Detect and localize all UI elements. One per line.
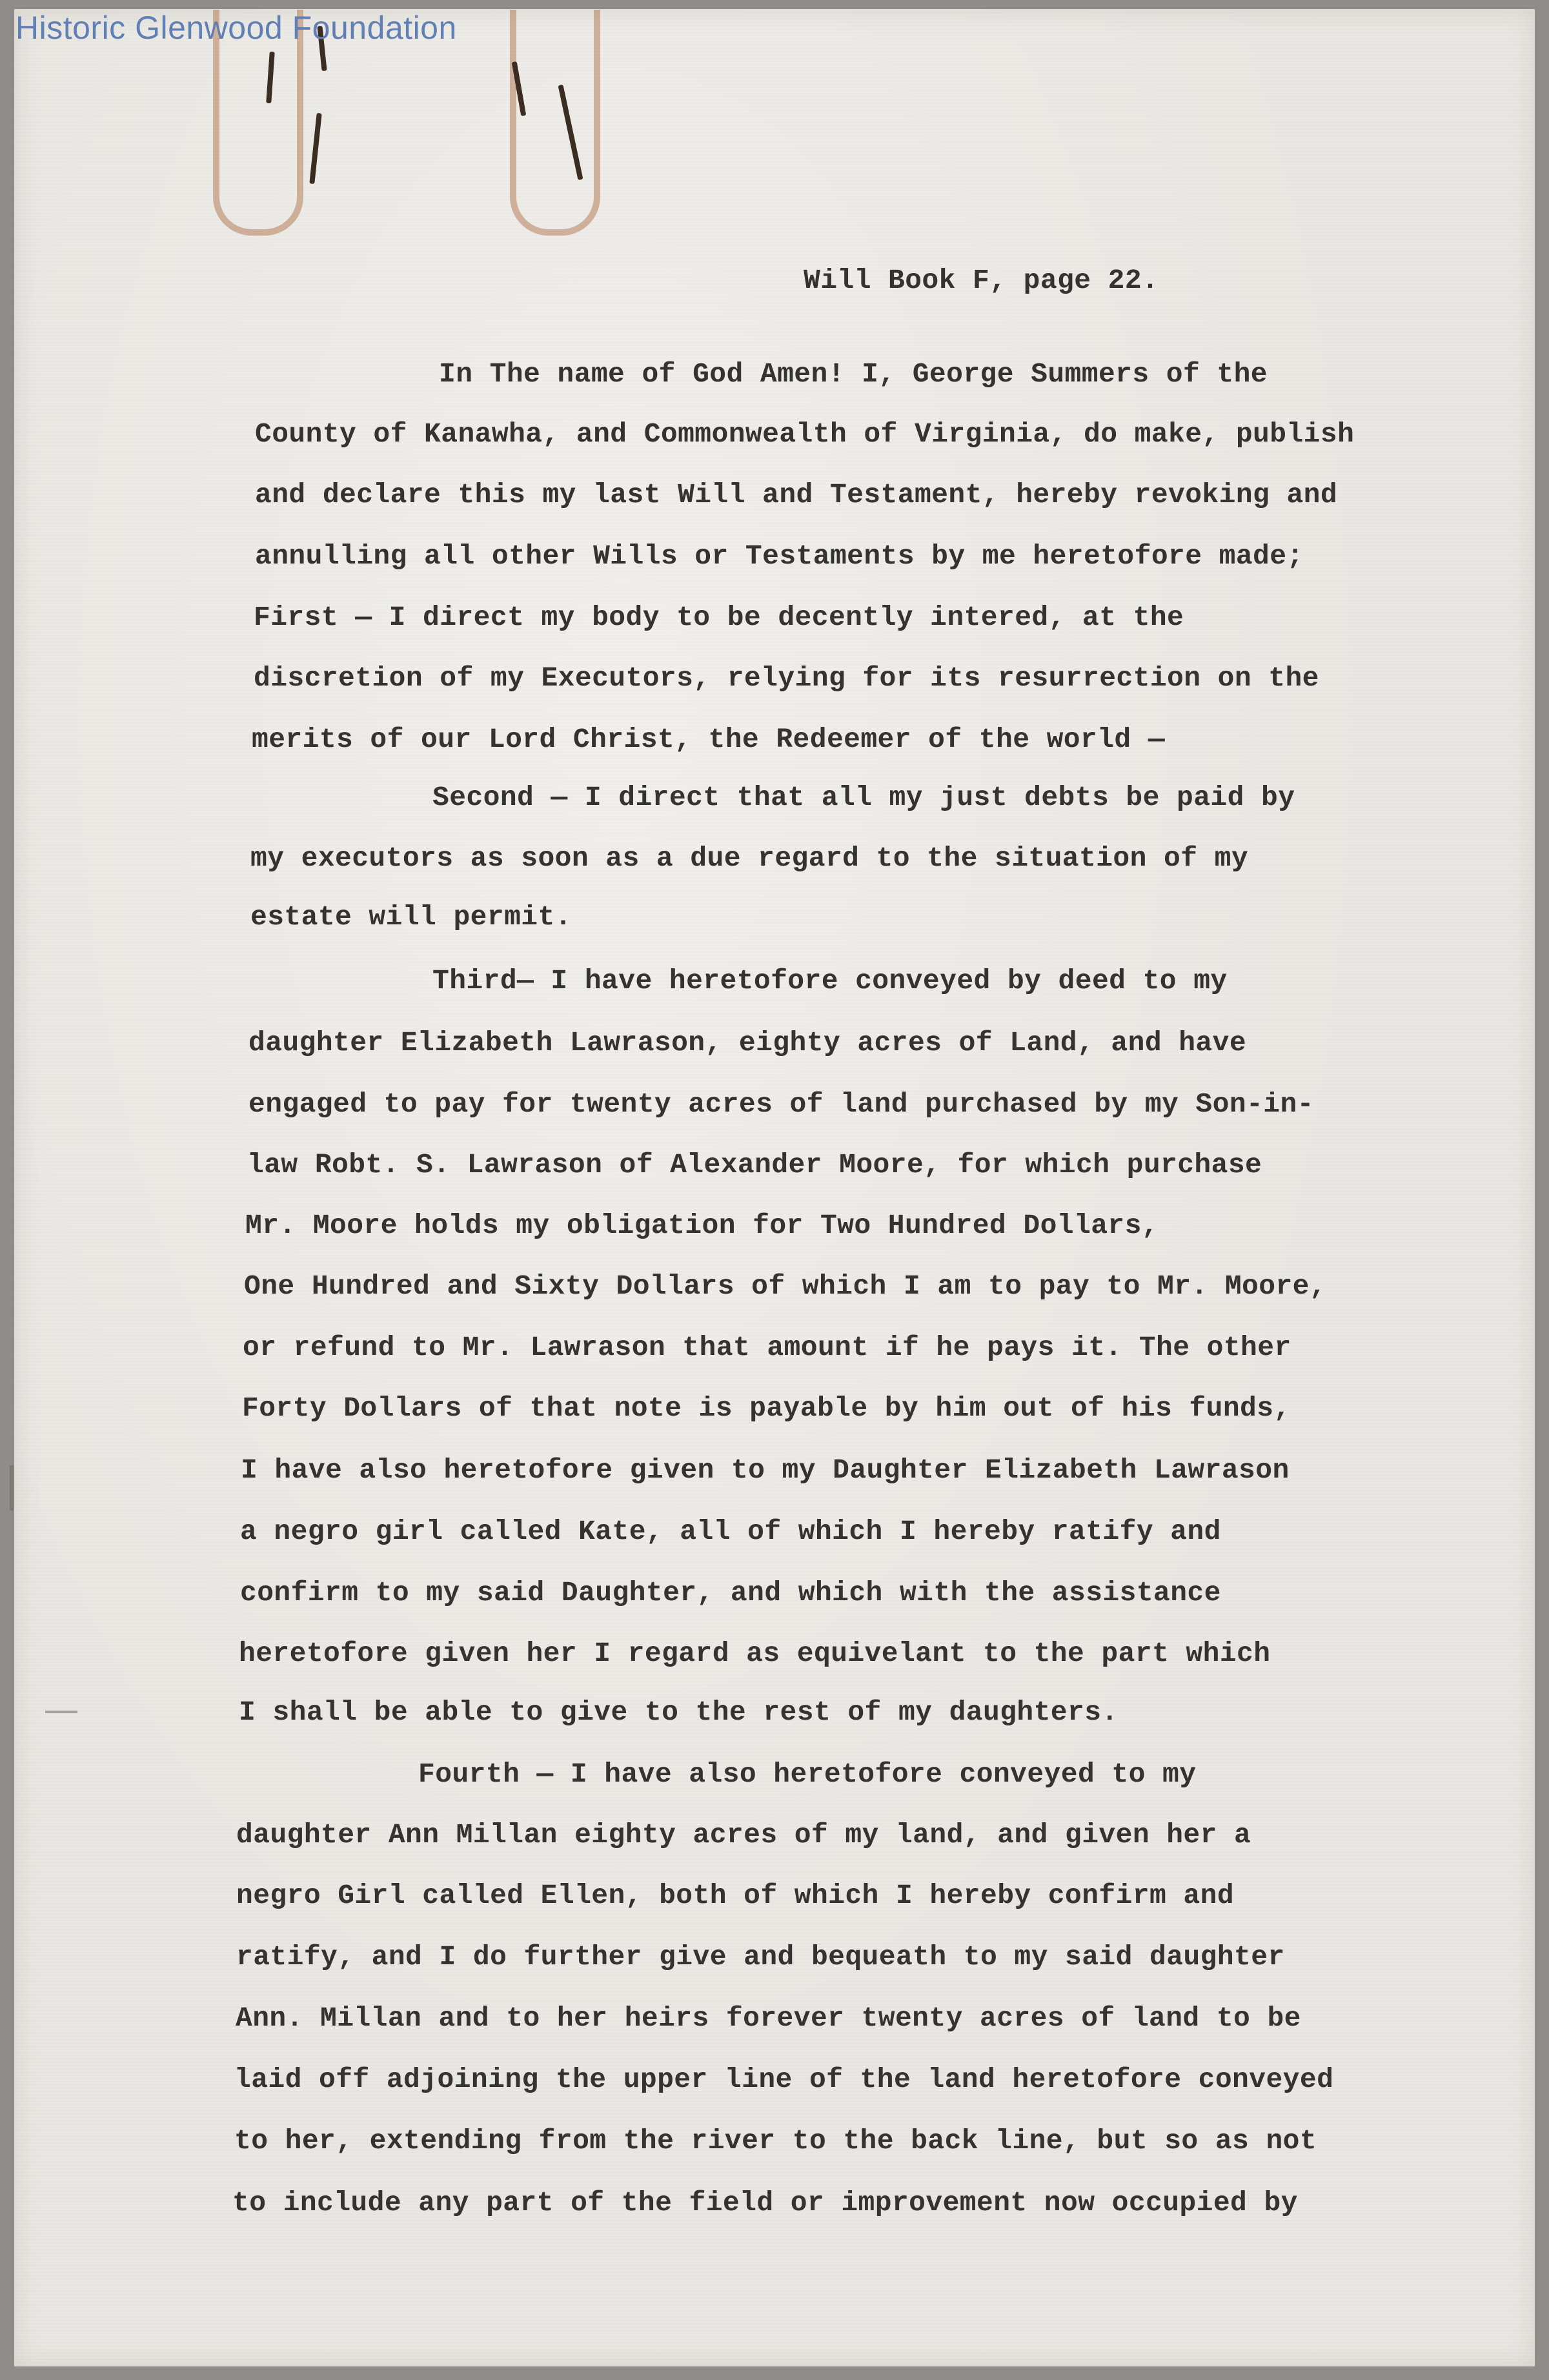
text-line: and declare this my last Will and Testament, hereby revoking and [255,479,1338,511]
text-line: Fourth — I have also heretofore conveyed to my [418,1758,1197,1790]
text-line: I shall be able to give to the rest of my daughters. [239,1696,1119,1728]
text-line: County of Kanawha, and Commonwealth of Virginia, do make, publish [255,418,1355,450]
text-line: In The name of God Amen! I, George Summers of the [439,358,1268,390]
text-line: annulling all other Wills or Testaments by me heretofore made; [255,540,1304,572]
text-line: to include any part of the field or improvement now occupied by [232,2187,1298,2219]
text-line: merits of our Lord Christ, the Redeemer of the world — [252,724,1166,755]
edge-mark [45,1711,77,1713]
text-line: my executors as soon as a due regard to the situation of my [250,842,1249,874]
text-line: confirm to my said Daughter, and which with the assistance [240,1577,1221,1609]
text-line: heretofore given her I regard as equivelant to the part which [239,1638,1271,1669]
text-line: to her, extending from the river to the back line, but so as not [234,2125,1317,2157]
text-line: Ann. Millan and to her heirs forever twenty acres of land to be [236,2002,1301,2034]
text-line: Mr. Moore holds my obligation for Two Hundred Dollars, [245,1210,1159,1241]
text-line: or refund to Mr. Lawrason that amount if he pays it. The other [243,1332,1291,1363]
text-line: daughter Ann Millan eighty acres of my land, and given her a [236,1819,1251,1851]
text-line: Forty Dollars of that note is payable by him out of his funds, [242,1392,1291,1424]
text-line: I have also heretofore given to my Daughter Elizabeth Lawrason [241,1454,1290,1486]
text-line: law Robt. S. Lawrason of Alexander Moore, for which purchase [247,1149,1262,1181]
text-line: First — I direct my body to be decently intered, at the [254,602,1184,633]
edge-mark [10,1465,14,1510]
text-line: engaged to pay for twenty acres of land purchased by my Son-in- [248,1088,1314,1120]
watermark: Historic Glenwood Foundation [15,10,457,46]
text-line: One Hundred and Sixty Dollars of which I am to pay to Mr. Moore, [244,1270,1327,1302]
text-line: Second — I direct that all my just debts be paid by [432,782,1295,813]
text-line: estate will permit. [250,901,572,933]
text-line: negro Girl called Ellen, both of which I hereby confirm and [236,1880,1235,1911]
text-line: discretion of my Executors, relying for its resurrection on the [254,662,1319,694]
text-line: daughter Elizabeth Lawrason, eighty acres of Land, and have [248,1027,1247,1059]
page-header: Will Book F, page 22. [804,265,1159,296]
staple-stain-right [510,10,600,236]
text-line: Third— I have heretofore conveyed by deed to my [432,965,1228,997]
text-line: laid off adjoining the upper line of the land heretofore conveyed [234,2064,1334,2095]
text-line: ratify, and I do further give and bequeath to my said daughter [236,1941,1285,1973]
text-line: a negro girl called Kate, all of which I hereby ratify and [240,1516,1221,1547]
